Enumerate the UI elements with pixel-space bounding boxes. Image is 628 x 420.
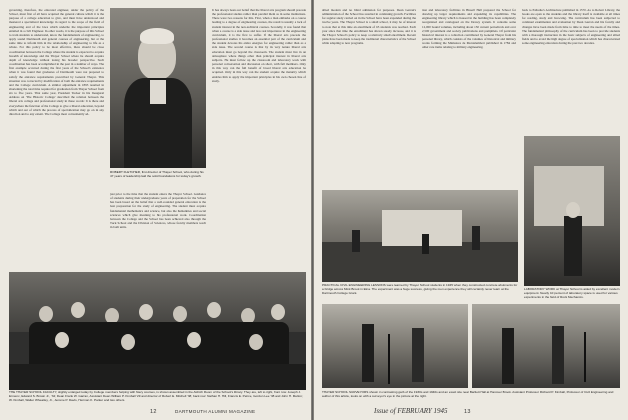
issue-label: Issue of FEBRUARY 1945 — [374, 407, 448, 415]
left-col-1: governing, therefore, the educated engineer, under the policy of the School, must first of all have acquired the general culture which it is the purpose of a college education to give, and must have understood and mastered a specialized knowledge in regard to the scope of the field of engineering and of the laws which underlie the important principles entailed in a civil Engineer. In other words, it is the purpose of this School to train students to understand, know the fundamentals of engineering, to apply sound Dartmouth and general courses of engineering, but at the same time to inform him in the relationship of engineering to life as a whole. For this policy to be most effective, there should be close coordination between the College where the student is expected to acquire breadth of knowledge and the Thayer School where he should acquire depth of knowledge without losing his broader perspective. Such coordination has been accomplished in the past in a number of ways. The first example occurred during the first years of the School's existence when it was found that graduates of Dartmouth were not prepared to satisfy the entrance requirements prescribed by General Thayer. This situation was corrected by modification of both the entrance requirements and the College curriculum. A similar adjustment in 1893 resulted in shortening the total time required for graduation from Thayer School from six to five years. That same year, President Tucker in his Inaugural Address on 'The Historic College' described the relation between the liberal arts college and professional study in these words: It is there and everywhere the function of the College to give a liberal education, beyond which and out of which the process of specialization may go on in any direction and to any extent. The College most conveniently ad- — [9, 8, 104, 116]
laboratory-photo — [524, 136, 620, 286]
left-page — [0, 0, 312, 420]
surveyors-caption: THAYER SCHOOL SURVEYORS shown in contrasting garb of the 1930s and 1940s and an exact site near Bartlett Hall at Hanover Brook. Assistant Professor Richard P. Kimball, Professor of Civil Engineering and author of this article, looks on with a surveyor's eye in the picture at the right. — [322, 391, 614, 398]
page-number-right: 13 — [464, 409, 471, 415]
page-number-left: 12 — [150, 409, 157, 415]
right-col-2: tion and laboratory facilities in Bissell Hall prepared the School for drawing up larger requirements and expanding its capabilities. The engineering library which is housed in the building has been completely reorganized and catalogued on the Dewey system. It contains some 12,000 bound volumes, including about 150 current periodicals and over 2,500 government and society publications and pamphlets. Of particular historical interest is a collection contributed by General Thayer from his personal library, which consists of the volumes of historical and military works forming the Mémoires de Montalembert published in 1784 and other rare items relating to military engineering. — [422, 8, 516, 50]
right-col-3: back to Palladio's Architecture published in 1570. As to Robert Library, the books are open to the students and the library itself is available at all times for reading, study and browsing. The curriculum has been subjected to continual examination and evaluation by Dean Garran and his faculty and changes have been made from time to time to meet the needs of the times. The fundamental philosophy of the curriculum has been to provide students with a thorough instruction in the basic subjects of engineering and allied fields and to avoid the high degree of specialization which has characterized some engineering education during the past two decades. — [522, 8, 620, 46]
faculty-caption: THE THAYER SCHOOL FACULTY, slightly enlarged today by College members helping with Navy courses, is shown assembled in the Aldrich Room of the School's library. They are, left to right, front row: Joseph J. Ermenc, Edward S. Brown Jr., '34; Dean Frank W. Garran, Assistant Dean William P. Kimball '29 and director of Robert E. Mitchell '38; back row: Nathan H. Hill, Francis E. Peirce, Gordon Lee '38 and John H. Mellon; W. Kimball, Walter Wheatley, Jr., Jerome P. Davis, Herman K. Parker and two others. — [9, 391, 303, 402]
right-page — [314, 0, 628, 420]
left-col-2: It has always been our belief that the liberal arts program should precede the professional studies rather than parallel them as in some institutions. There were two reasons for this. First, when a man embarks on a course leading to a degree of engineering courses, the result is usually a lack of student interest in the non-technical courses. Secondly, it was found that when a course is a side issue and less real importance in the engineering curriculum, it is the first to suffer. If the liberal arts precede the professional studies it becomes an essential part of the curriculum and the student devotes his entire energies for engineering rather than as a side issue. The second course is that by its very nature liberal arts education must go beyond the classroom. The student must live in an atmosphere where things other than principal interest in liberal arts subjects. He must follow up the classroom and laboratory work with personal conversation and discussion on short, with full members. Only in this way can the full benefit of broad liberal arts education be acquired. Only in this way can the student acquire the maturity which enables him to apply the important principles in his own chosen line of study. — [212, 8, 306, 83]
magazine-title: DARTMOUTH ALUMNI MAGAZINE — [175, 409, 256, 414]
bridge-construction-photo — [322, 190, 518, 282]
surveyors-photo-old — [322, 304, 468, 388]
portrait-photo — [110, 8, 206, 168]
portrait-caption: ROBERT FLETCHER, first director of Thayer School, who during his 47 years of leadership laid the solid foundations for today's growth. — [110, 171, 204, 178]
left-col-3: just prior to the time that the student enters the Thayer School. Guidance of students during their undergraduate years of preparation for the School has been based on the belief that a well-rounded general education is the best preparation for the study of engineering. The student must acquire fundamental mathematics and science, but also the humanities and social sciences which give meaning to his professional work. Coordination between the College and the School has been achieved also through the Tuck School and the Division of Sciences, whose faculty members teach in both units. — [110, 192, 206, 230]
lab-caption: LABORATORY WORK at Thayer School is aided by excellent modern equipment. Nearly 10 percent of laboratory space is used for various experiments in the field of Rock Mechanics. — [524, 288, 620, 299]
right-col-1: allied modern and no blind admission for purposes. Dean Garran's administration of the School has resulted in continuing growth. Facilities for regular study carried on in the School have been expanded during the twelve years. The Thayer School is a small school, it may be of interest to note that at this time an enrollment of 65 students was reached. Each year since that time the enrollment has shown steady increase, and it is the Thayer School's policy to keep a relatively small enrollment. Recent plans have been made to keep the traditional characteristics of the School while adapting to new programs. — [322, 8, 416, 46]
faculty-group-photo — [9, 272, 306, 390]
surveyors-photo-new — [472, 304, 620, 388]
bridge-caption: PRACTICAL CIVIL ENGINEERING LESSONS were learned by Thayer School students in 1945 when they constructed concrete abutments for a bridge across Mink Brook in Etna. The experiment was a huge success, giving the men experience they will certainly never learn at the Dartmouth College Grant. — [322, 284, 518, 295]
